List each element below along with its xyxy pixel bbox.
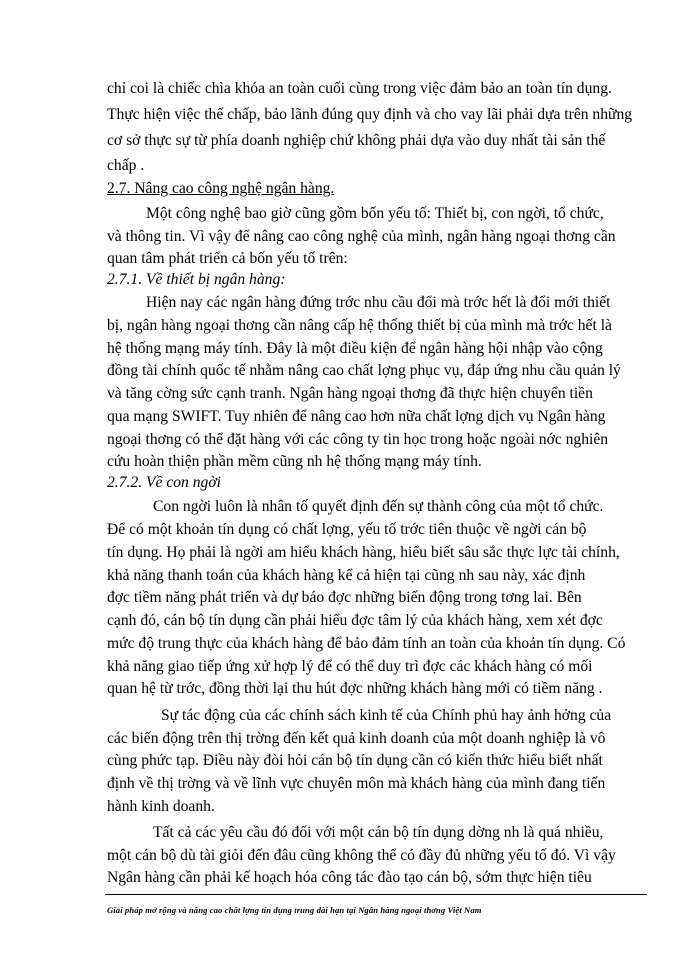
paragraph-line: cứu hoàn thiện phần mềm cũng nh hệ thống mạng máy tính. [107,453,482,470]
paragraph-line: bị, ngân hàng ngoại thơng cần nâng cấp hệ thống thiết bị của mình mà trớc hết là [107,317,612,334]
paragraph-line: cơ sở thực sự từ phía doanh nghiệp chứ không phải dựa vào duy nhất tài sản thế [107,132,606,149]
paragraph-line: cạnh đó, cán bộ tín dụng cần phải hiểu đợc tâm lý của khách hàng, xem xét đợc [107,612,603,629]
paragraph-line: đợc tiềm năng phát triển và dự báo đợc những biến động trong tơng lai. Bên [107,589,582,606]
paragraph-line: quan tâm phát triển cả bốn yếu tố trên: [107,250,348,267]
paragraph-line: qua mạng SWIFT. Tuy nhiên để nâng cao hơn nữa chất lợng dịch vụ Ngân hàng [107,408,606,425]
paragraph-line: Con ngời luôn là nhân tố quyết định đến sự thành công của một tổ chức. [153,498,604,515]
paragraph-line: Hiện nay các ngân hàng đứng trớc nhu cầu đổi mà trớc hết là đổi mới thiết [146,294,611,311]
paragraph-line: ngoại thơng có thể đặt hàng với các công ty tin học trong hoặc ngoài nớc nghiên [107,431,609,448]
paragraph-line: khả năng giao tiếp ứng xử hợp lý để có thể duy trì đợc các khách hàng có mối [107,658,593,675]
paragraph-line: mức độ trung thực của khách hàng để bảo đảm tính an toàn của khoản tín dụng. Có [107,635,626,652]
paragraph-line: các biến động trên thị trờng đến kết quả kinh doanh của một doanh nghiệp là vô [107,730,606,747]
paragraph-line: định về thị trờng và về lĩnh vực chuyên môn mà khách hàng của mình đang tiến [107,775,606,792]
page-footer: Giải pháp mở rộng và nâng cao chất lợng tín dụng trung dài hạn tại Ngân hàng ngoại thơng Việt Nam [107,905,482,915]
paragraph-line: đồng tài chính quốc tế nhằm nâng cao chất lợng phục vụ, đáp ứng nhu cầu quản lý [107,362,621,379]
paragraph-line: một cán bộ dù tài giỏi đến đâu cũng không thể có đầy đủ những yếu tố đó. Vì vậy [107,847,616,864]
paragraph-line: và thông tin. Vì vậy để nâng cao công nghệ của mình, ngân hàng ngoại thơng cần [107,228,616,245]
paragraph-line: chấp . [107,157,145,174]
paragraph-line: Ngân hàng cần phải kế hoạch hóa công tác đào tạo cán bộ, sớm thực hiện tiêu [107,869,592,886]
section-heading: 2.7. Nâng cao công nghệ ngân hàng. [107,180,335,197]
paragraph-line: tín dụng. Họ phải là ngời am hiểu khách hàng, hiểu biết sâu sắc thực lực tài chính, [107,544,620,561]
paragraph-line: hành kinh doanh. [107,798,215,815]
paragraph-line: Để có một khoản tín dụng có chất lợng, yếu tố trớc tiên thuộc về ngời cán bộ [107,521,587,538]
paragraph-line: và tăng cờng sức cạnh tranh. Ngân hàng ngoại thơng đã thực hiện chuyển tiền [107,385,593,402]
subsection-heading: 2.7.1. Về thiết bị ngân hàng: [107,271,286,288]
paragraph-line: chỉ coi là chiếc chìa khóa an toàn cuối cùng trong việc đảm bảo an toàn tín dụng. [107,80,612,97]
subsection-heading: 2.7.2. Về con ngời [107,474,221,491]
paragraph-line: hệ thống mạng máy tính. Đây là một điều kiện để ngân hàng hội nhập vào cộng [107,340,603,357]
paragraph-line: Thực hiện việc thế chấp, bảo lãnh đúng quy định và cho vay lãi phải dựa trên những [107,106,633,123]
footer-divider [105,894,647,895]
paragraph-line: Tất cả các yêu cầu đó đối với một cán bộ tín dụng dờng nh là quá nhiều, [153,824,604,841]
paragraph-line: cùng phức tạp. Điều này đòi hỏi cán bộ tín dụng cần có kiến thức hiểu biết nhất [107,752,603,769]
paragraph-line: khả năng thanh toán của khách hàng kể cả hiện tại cũng nh sau này, xác định [107,567,586,584]
paragraph-line: Sự tác động của các chính sách kinh tế của Chính phủ hay ảnh hởng của [161,707,612,724]
paragraph-line: Một công nghệ bao giờ cũng gồm bốn yếu tố: Thiết bị, con ngời, tổ chức, [146,205,604,222]
paragraph-line: quan hệ từ trớc, đồng thời lại thu hút đợc những khách hàng mới có tiềm năng . [107,680,603,697]
